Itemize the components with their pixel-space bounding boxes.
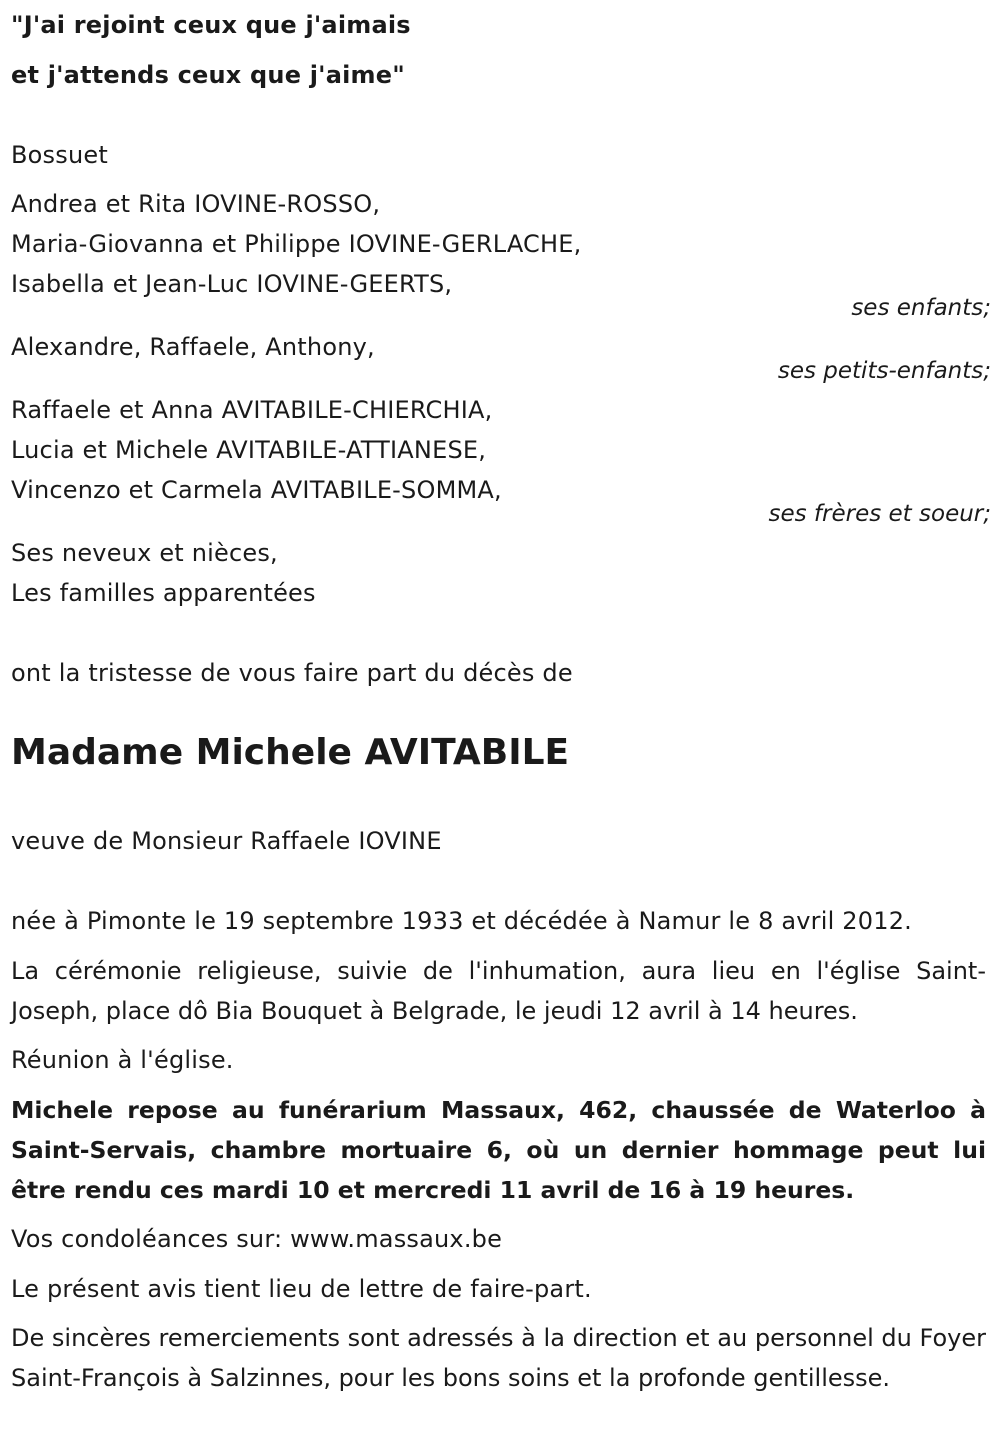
- condolences-info: Vos condoléances sur: www.massaux.be: [11, 1225, 503, 1253]
- deceased-name: Madame Michele AVITABILE: [11, 732, 570, 773]
- children-line-3: Isabella et Jean-Luc IOVINE-GEERTS,: [11, 270, 453, 298]
- grandchildren-line: Alexandre, Raffaele, Anthony,: [11, 333, 375, 361]
- children-line-2: Maria-Giovanna et Philippe IOVINE-GERLACHE,: [11, 230, 582, 258]
- notice-text: Le présent avis tient lieu de lettre de faire-part.: [11, 1275, 592, 1303]
- siblings-line-1: Raffaele et Anna AVITABILE-CHIERCHIA,: [11, 396, 493, 424]
- obituary-notice: [11, 0, 991, 1454]
- thanks-text: De sincères remerciements sont adressés à la direction et au personnel du Foyer Saint-François à Salzinnes, pour les bons soins et la profonde gentillesse.: [11, 1324, 986, 1392]
- ceremony-details: La cérémonie religieuse, suivie de l'inhumation, aura lieu en l'église Saint-Joseph, place dô Bia Bouquet à Belgrade, le jeudi 12 avril à 14 heures.: [11, 957, 986, 1025]
- siblings-role: ses frères et soeur;: [768, 501, 991, 527]
- announcement-text: ont la tristesse de vous faire part du décès de: [11, 659, 573, 687]
- siblings-line-2: Lucia et Michele AVITABILE-ATTIANESE,: [11, 436, 487, 464]
- siblings-line-3: Vincenzo et Carmela AVITABILE-SOMMA,: [11, 476, 502, 504]
- children-role: ses enfants;: [851, 295, 991, 321]
- funeral-home-details: Michele repose au funérarium Massaux, 462, chaussée de Waterloo à Saint-Servais, chambre mortuaire 6, où un dernier hommage peut lui être rendu ces mardi 10 et mercredi 11 avril de 16 à 19 heures.: [11, 1096, 986, 1204]
- others-line-1: Ses neveux et nièces,: [11, 539, 278, 567]
- widow-of: veuve de Monsieur Raffaele IOVINE: [11, 827, 442, 855]
- gathering-info: Réunion à l'église.: [11, 1046, 234, 1074]
- grandchildren-role: ses petits-enfants;: [777, 358, 991, 384]
- birth-death-dates: née à Pimonte le 19 septembre 1933 et décédée à Namur le 8 avril 2012.: [11, 907, 913, 935]
- place-name: Bossuet: [11, 141, 108, 169]
- epitaph-line-2: et j'attends ceux que j'aime": [11, 61, 405, 89]
- epitaph-line-1: "J'ai rejoint ceux que j'aimais: [11, 11, 411, 39]
- children-line-1: Andrea et Rita IOVINE-ROSSO,: [11, 190, 381, 218]
- others-line-2: Les familles apparentées: [11, 579, 316, 607]
